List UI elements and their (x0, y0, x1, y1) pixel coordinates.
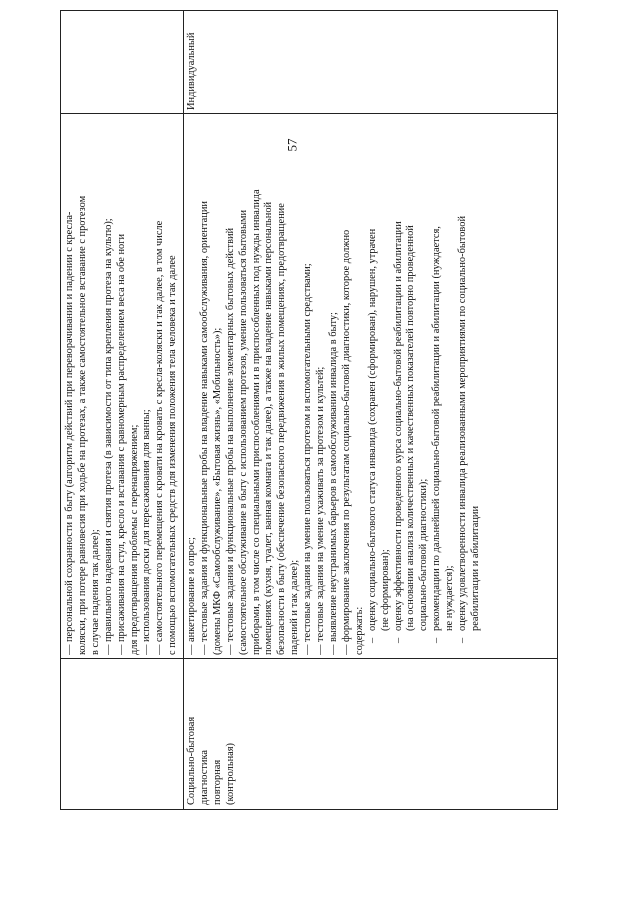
text-line: в случае падения так далее); (89, 529, 101, 655)
text-line: помещениях (кухня, туалет, ванная комната и так далее), а также на владение навыками персональной (263, 201, 275, 655)
row2-content-cell (186, 117, 483, 655)
text-line: приборами, в том числе со специальными приспособлениями и в приспособленных под нужды инвалида (250, 189, 262, 655)
sub-list-item (418, 117, 431, 655)
list-text: социально-бытовой диагностики); (418, 478, 430, 631)
list-text: рекомендации по дальнейшей социально-бытовой реабилитации и абилитации (нуждается, (431, 226, 443, 631)
list-dash: – (366, 637, 378, 643)
list-text: не нуждается); (444, 565, 456, 631)
text-line: — персональной сохранности в быту (алгоритм действий при переворачивании и падении с кресла- (64, 211, 75, 655)
sub-list-item (431, 117, 444, 655)
list-text: (не сформирован); (379, 549, 391, 631)
text-line: — самостоятельного перемещения с кровати на кровать с кресла-коляски и так далее, в том числе (154, 220, 166, 655)
text-line: — анкетирование и опрос; (186, 537, 197, 655)
rehab-table (60, 10, 558, 810)
list-text: оценку удовлетворенности инвалида реализованными мероприятиями по социально-бытовой (457, 215, 469, 631)
column-divider-2 (61, 113, 557, 114)
text-line: — формирование заключения по результатам социально-бытовой диагностики, которое должно (340, 229, 352, 655)
column-divider-1 (61, 658, 557, 659)
text-line: — выявление неустранимых барьеров в самообслуживании инвалида в быту; (327, 312, 339, 655)
text-line: (самостоятельное обслуживание в быту с использованием протезов, умение пользоваться бытовыми (237, 209, 249, 655)
text-line: — тестовые задания на умение пользоваться протезом и вспомогательными средствами; (302, 263, 314, 655)
text-line: — правильного надевания и снятия протеза (в зависимости от типа крепления протеза на культю); (102, 218, 114, 655)
text-line: (контрольная) (224, 743, 236, 805)
sub-list-item (470, 117, 483, 655)
list-dash: – (457, 637, 469, 643)
text-line: диагностика (198, 750, 210, 805)
list-text: оценку социально-бытового статуса инвалида (сохранен (сформирован), нарушен, утрачен (366, 228, 378, 631)
text-line: (домены МКФ «Самообслуживание», «Бытовая жизнь», «Мобильность»); (211, 327, 223, 655)
list-text: оценку эффективности проведенного курса социально-бытовой реабилитации и абилитации (392, 221, 404, 631)
text-line: — тестовые задания и функциональные пробы на владение навыками самообслуживания, ориентации (198, 201, 210, 655)
text-line: — тестовые задания на умение ухаживать за протезом и культей; (315, 366, 327, 655)
sub-list-item (457, 117, 470, 655)
text-line: — присаживания на стул, кресло и вставания с равномерным распределением веса на обе ноги (115, 233, 127, 655)
text-line: для предотвращения проблемы с перенапряжением; (128, 424, 140, 655)
text-line: — использования доски для пересаживания для ванны; (141, 409, 153, 655)
row2-form-cell: Индивидуальный (186, 32, 197, 110)
sub-list-item (393, 117, 406, 655)
row-divider (183, 11, 184, 809)
list-text: реабилитации и абилитации (469, 505, 481, 631)
sub-list-item (444, 117, 457, 655)
text-line: содержать: (353, 606, 365, 655)
text-line: повторная (211, 759, 223, 805)
list-dash: – (431, 637, 443, 643)
table-sheet (60, 10, 558, 810)
page-number: 57 (284, 138, 300, 152)
text-line: безопасности в быту (обеспечение безопасного передвижения в жилых помещениях, предотвращение (276, 203, 288, 655)
row1-content-cell (64, 117, 180, 655)
text-line: падений и так далее); (289, 559, 301, 655)
text-line: коляски, при потере равновесия при ходьбе на протезах, а также самостоятельное вставание с протезом (76, 195, 88, 655)
sub-list-item (367, 117, 380, 655)
row2-service-cell (186, 663, 238, 805)
text-line: — тестовые задания и функциональные пробы на выполнение элементарных бытовых действий (224, 227, 236, 655)
list-text: (на основании анализа количественных и качественных показателей повторно проведенной (405, 225, 417, 631)
text-line: Социально-бытовая (186, 716, 197, 805)
text-line: с помощью вспомогательных средств для изменения положения тела человека и так далее (167, 255, 179, 655)
list-dash: – (392, 637, 404, 643)
sub-list-item (380, 117, 393, 655)
sub-list-item (405, 117, 418, 655)
